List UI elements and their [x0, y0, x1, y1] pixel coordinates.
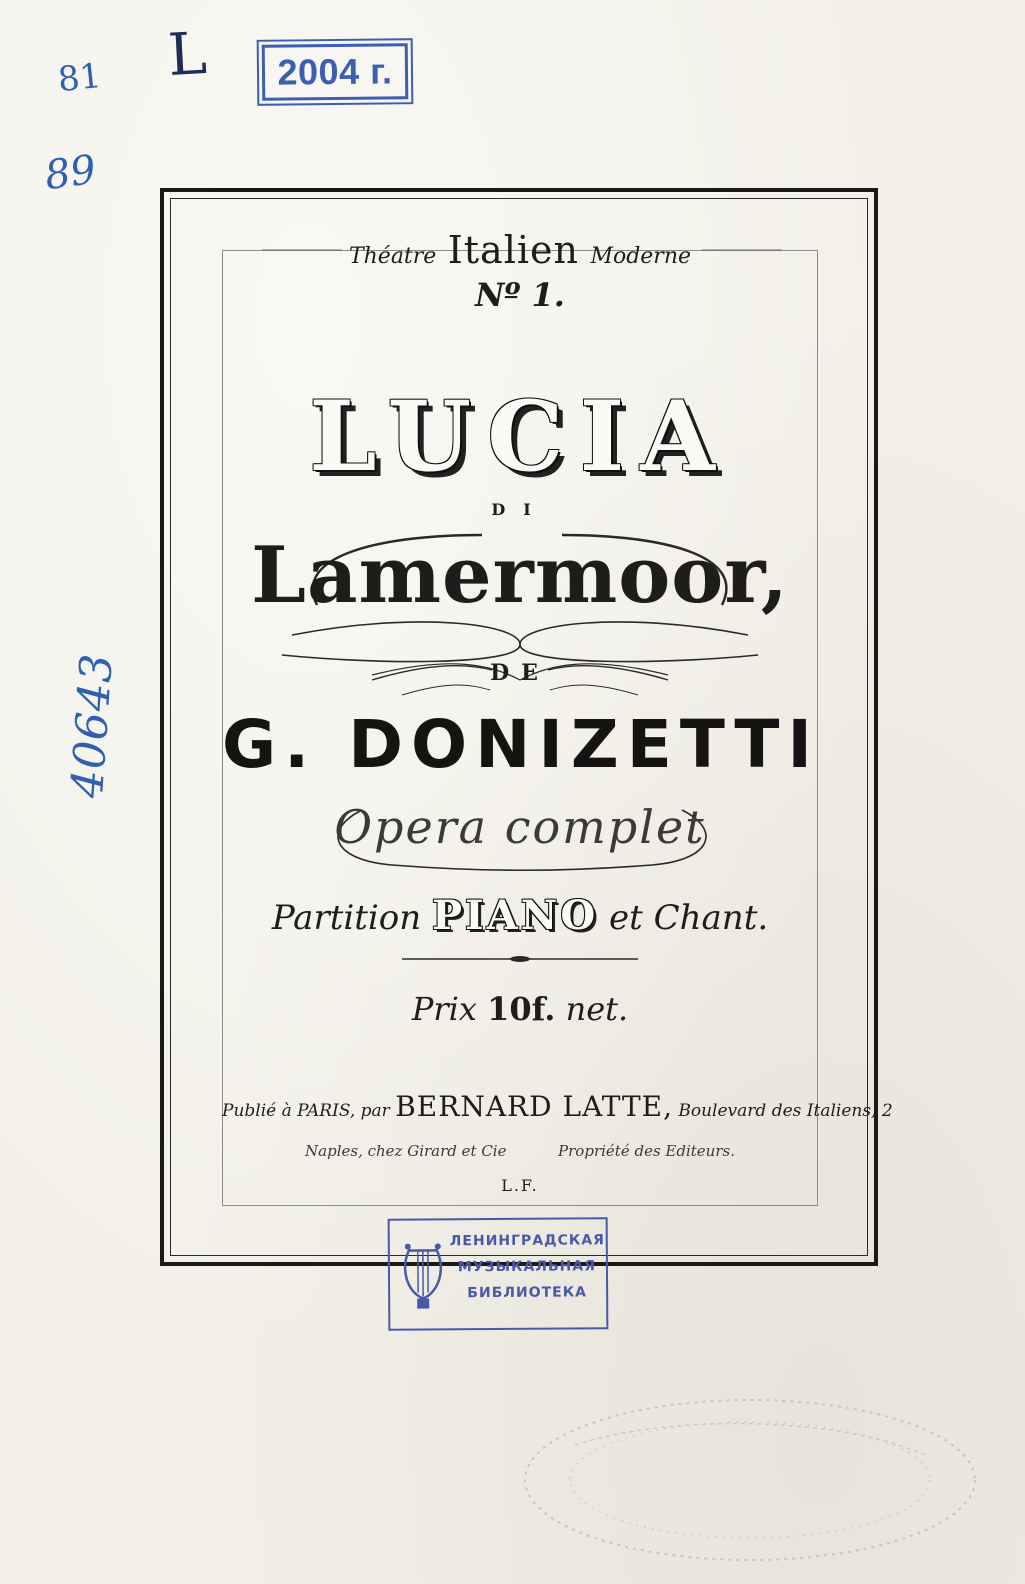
price-line	[222, 990, 818, 1028]
opera-title: LUCIA	[309, 380, 731, 493]
stamp-line-3: БИБЛИОТЕКА	[467, 1284, 588, 1302]
publisher-address: Boulevard des Italiens, 2	[678, 1101, 893, 1121]
naples-line: Naples, chez Girard et Cie	[305, 1142, 507, 1160]
publisher-line	[222, 1090, 893, 1123]
year-stamp: 2004 г.	[262, 43, 409, 101]
distributor-line	[222, 1142, 818, 1160]
inventory-number: 40643	[61, 651, 123, 800]
publisher-name: BERNARD LATTE,	[395, 1090, 673, 1123]
composer-prefix: DE	[490, 660, 550, 686]
series-number: Nº 1.	[475, 276, 565, 314]
library-stamp	[388, 1217, 609, 1331]
edition-prefix: Partition	[271, 898, 422, 938]
edition-rule	[222, 950, 818, 970]
stamp-line-1: ЛЕНИНГРАДСКАЯ	[449, 1232, 605, 1250]
faint-embossed-stamp	[515, 1385, 985, 1575]
handwritten-margin-mark: 89	[42, 146, 99, 200]
rights-line: Propriété des Editeurs.	[558, 1142, 735, 1160]
price-value: 10f.	[487, 990, 556, 1028]
title-connector: DI	[491, 500, 549, 519]
series-suffix: Moderne	[590, 244, 692, 269]
stamp-line-2: МУЗЫКАЛЬНАЯ	[457, 1258, 597, 1276]
opera-subtitle: Opera complet	[334, 800, 706, 854]
handwritten-margin-mark: 81	[56, 55, 104, 101]
series-line	[222, 228, 818, 272]
series-name: Italien	[447, 228, 579, 272]
lyre-icon	[400, 1236, 447, 1316]
edition-main: PIANO	[431, 892, 599, 939]
handwritten-mark: L	[166, 19, 209, 89]
title-place: Lamermoor,	[251, 530, 789, 621]
publisher-prefix: Publié à PARIS, par	[222, 1101, 390, 1121]
composer-name: G. DONIZETTI	[222, 706, 820, 783]
price-suffix: net.	[565, 990, 629, 1028]
plate-mark: L.F.	[501, 1176, 539, 1195]
price-prefix: Prix	[411, 990, 477, 1028]
series-prefix: Théatre	[348, 244, 437, 269]
edition-line	[222, 892, 818, 939]
edition-suffix: et Chant.	[609, 898, 769, 938]
